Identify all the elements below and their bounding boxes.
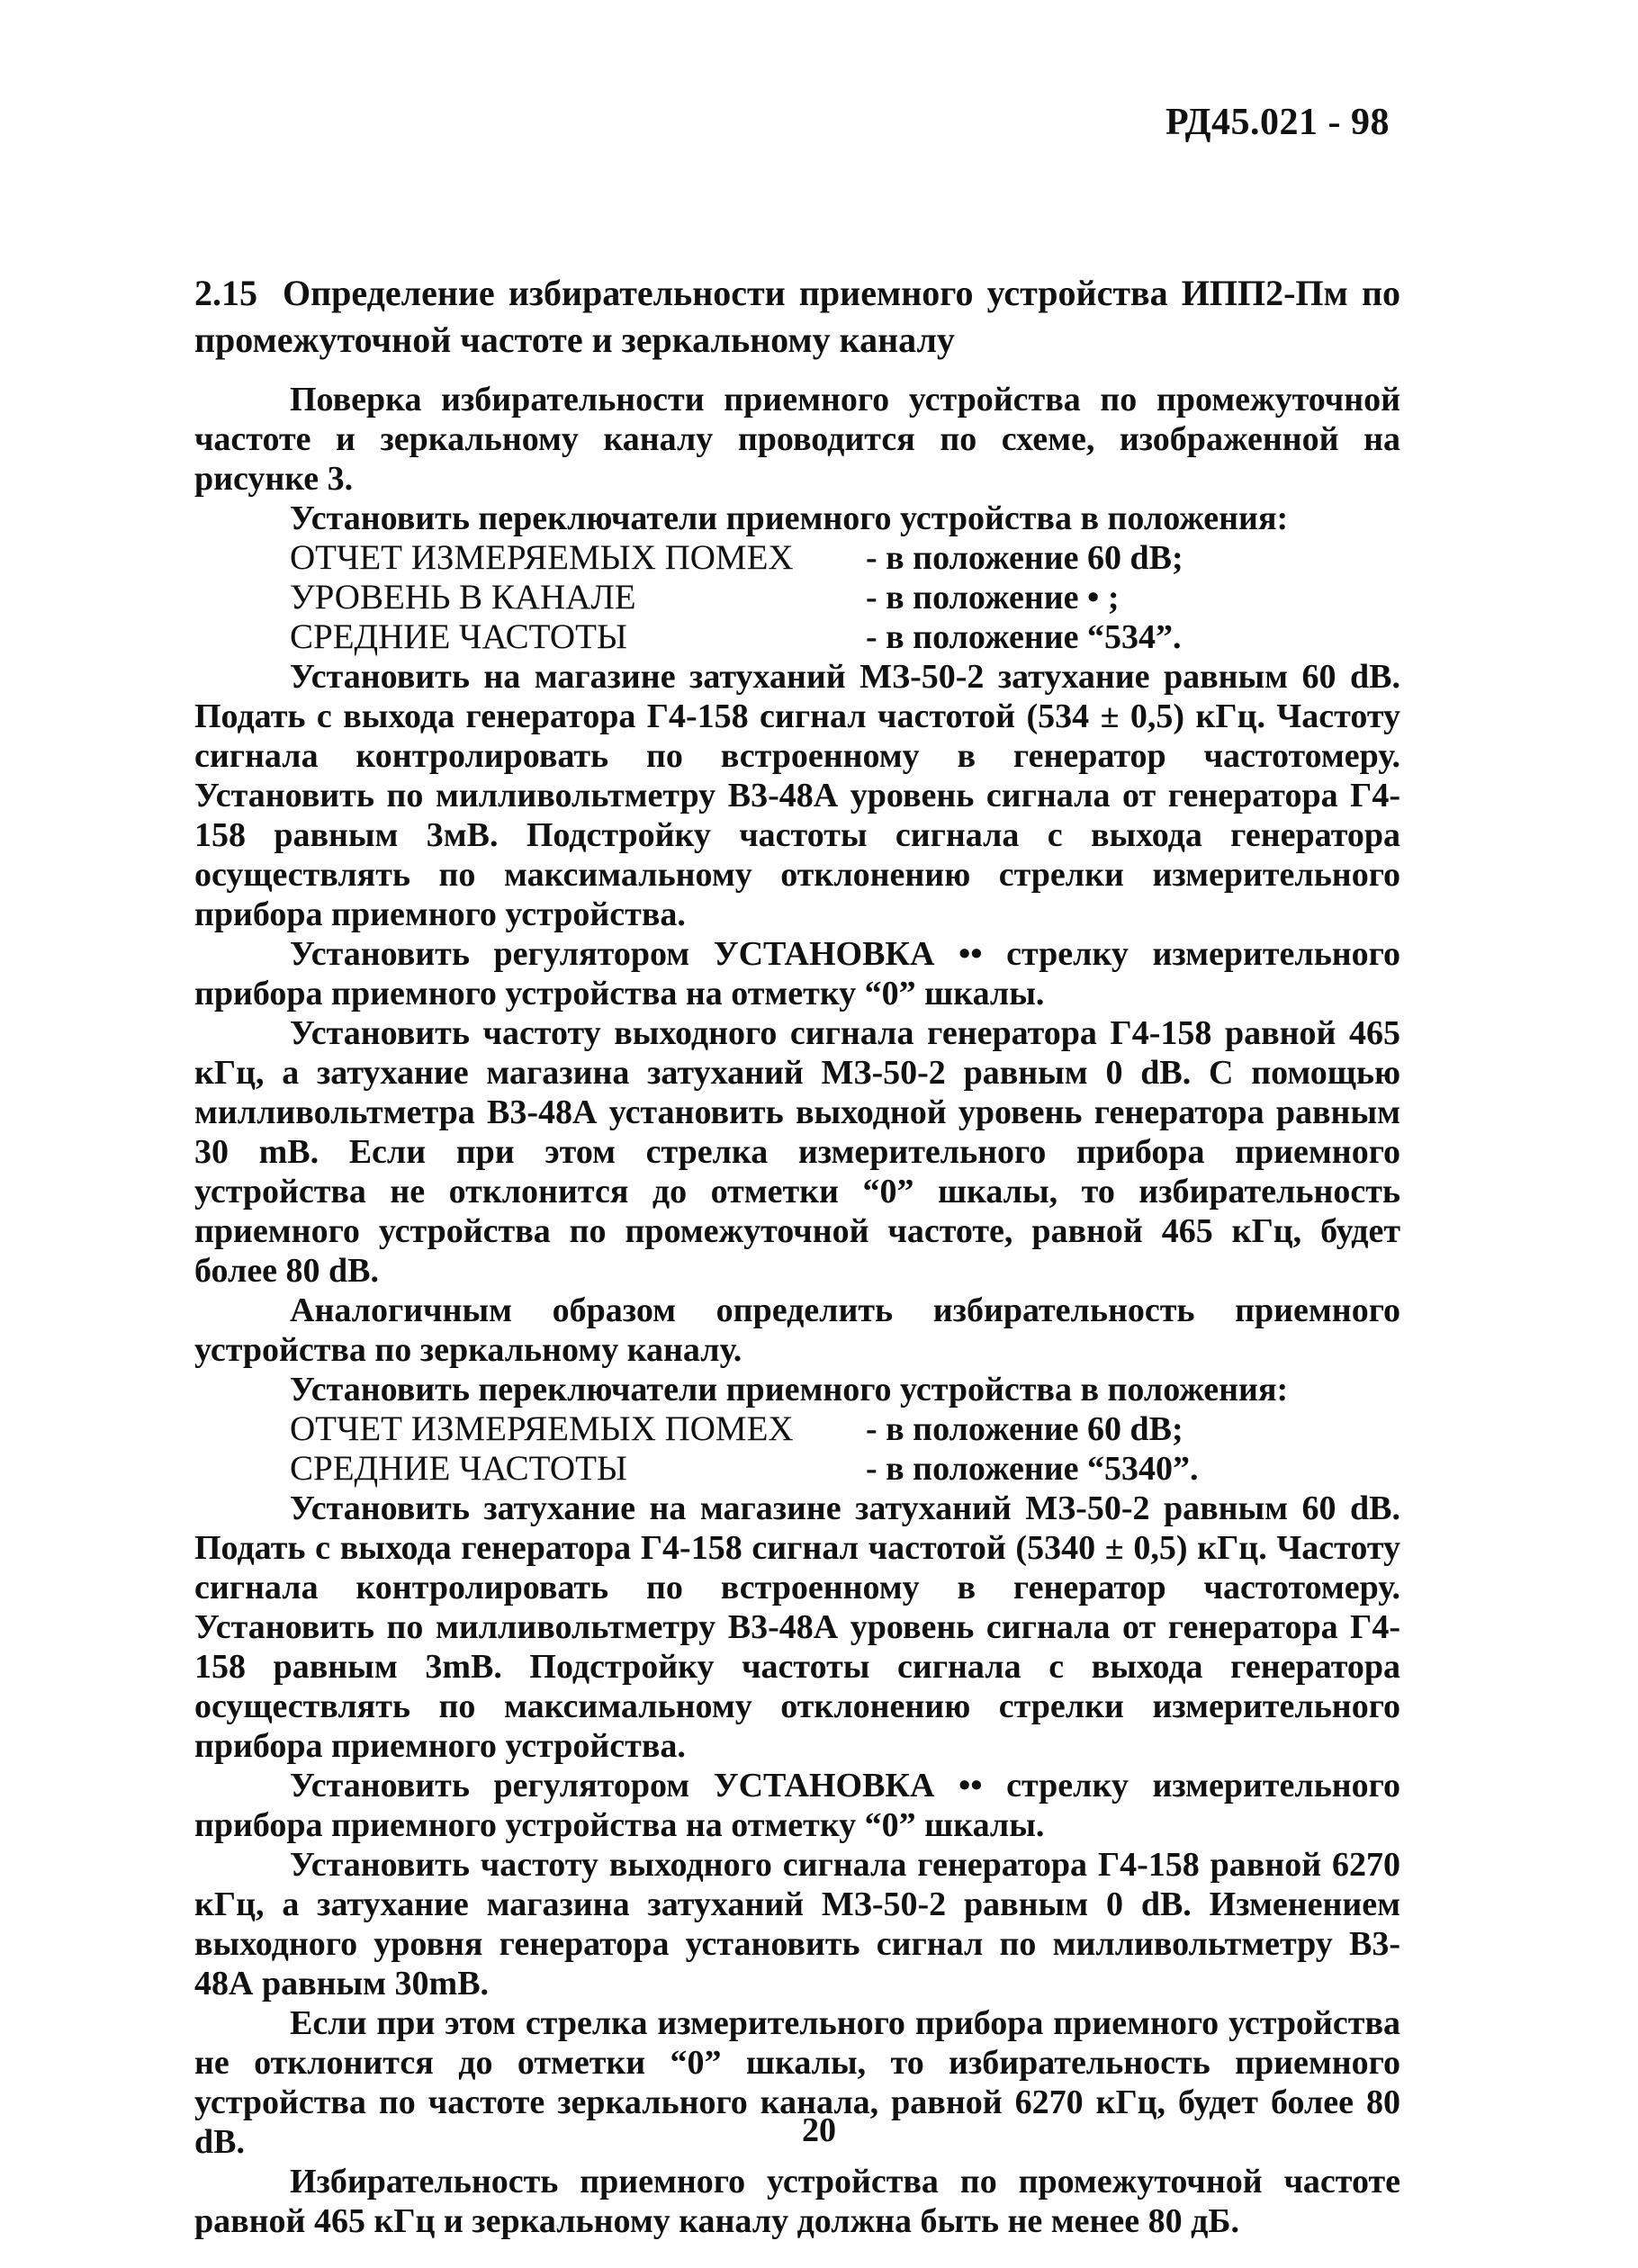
switch-position: - в положение “5340”. <box>866 1450 1199 1488</box>
paragraph: Если при этом стрелка измерительного прибора приемного устройства не отклонится до отметки “0” шкалы, то избирательность приемного устройства по частоте зеркального канала, равной 6270 кГц, будет более 80 dB. <box>194 2004 1400 2161</box>
paragraph: Избирательность приемного устройства по промежуточной частоте равной 465 кГц и зеркальному каналу должна быть не менее 80 дБ. <box>194 2163 1400 2240</box>
switch-settings-list <box>194 538 1400 657</box>
document-body <box>194 380 1400 2241</box>
paragraph: Установить переключатели приемного устройства в положения: <box>290 1371 1289 1408</box>
switch-name: УРОВЕНЬ В КАНАЛЕ <box>290 578 636 616</box>
switch-position: - в положение 60 dB; <box>866 539 1184 577</box>
switch-name: ОТЧЕТ ИЗМЕРЯЕМЫХ ПОМЕХ <box>290 538 794 577</box>
switch-name: ОТЧЕТ ИЗМЕРЯЕМЫХ ПОМЕХ <box>290 1409 794 1448</box>
switch-setting-row <box>194 1449 1400 1489</box>
paragraph: Поверка избирательности приемного устройства по промежуточной частоте и зеркальному каналу проводится по схеме, изображенной на рисунке 3. <box>194 381 1400 498</box>
paragraph: Установить регулятором УСТАНОВКА •• стрелку измерительного прибора приемного устройства на отметку “0” шкалы. <box>194 1767 1400 1844</box>
document-code: РД45.021 - 98 <box>1165 102 1390 143</box>
switch-name: СРЕДНИЕ ЧАСТОТЫ <box>290 617 627 656</box>
switch-setting-row <box>194 538 1400 578</box>
section-heading <box>194 270 1400 364</box>
switch-position: - в положение “534”. <box>866 618 1182 656</box>
switch-setting-row <box>194 578 1400 617</box>
switch-name: СРЕДНИЕ ЧАСТОТЫ <box>290 1449 627 1488</box>
paragraph: Аналогичным образом определить избирательность приемного устройства по зеркальному каналу. <box>194 1292 1400 1369</box>
paragraph: Установить переключатели приемного устройства в положения: <box>290 500 1289 537</box>
paragraph: Установить регулятором УСТАНОВКА •• стрелку измерительного прибора приемного устройства на отметку “0” шкалы. <box>194 935 1400 1012</box>
paragraph: Установить затухание на магазине затуханий МЗ-50-2 равным 60 dB. Подать с выхода генератора Г4-158 сигнал частотой (5340 ± 0,5) кГц. Частоту сигнала контролировать по встроенному в генератор частотомеру. Установить по милливольтметру В3-48А уровень сигнала от генератора Г4-158 равным 3mВ. Подстройку частоты сигнала с выхода генератора осуществлять по максимальному отклонению стрелки измерительного прибора приемного устройства. <box>194 1490 1400 1765</box>
paragraph: Установить частоту выходного сигнала генератора Г4-158 равной 465 кГц, а затухание магазина затуханий МЗ-50-2 равным 0 dB. С помощью милливольтметра В3-48А установить выходной уровень генератора равным 30 mВ. Если при этом стрелка измерительного прибора приемного устройства не отклонится до отметки “0” шкалы, то избирательность приемного устройства по промежуточной частоте, равной 465 кГц, будет более 80 dB. <box>194 1014 1400 1290</box>
section-title: Определение избирательности приемного устройства ИПП2-Пм по промежуточной частоте и зеркальному каналу <box>194 273 1400 360</box>
switch-position: - в положение 60 dB; <box>866 1410 1184 1448</box>
switch-settings-list <box>194 1409 1400 1489</box>
paragraph: Установить на магазине затуханий МЗ-50-2 затухание равным 60 dB. Подать с выхода генератора Г4-158 сигнал частотой (534 ± 0,5) кГц. Частоту сигнала контролировать по встроенному в генератор частотомеру. Установить по милливольтметру В3-48А уровень сигнала от генератора Г4-158 равным 3мВ. Подстройку частоты сигнала с выхода генератора осуществлять по максимальному отклонению стрелки измерительного прибора приемного устройства. <box>194 658 1400 933</box>
page-number: 20 <box>802 2111 836 2149</box>
switch-setting-row <box>194 617 1400 657</box>
paragraph: Установить частоту выходного сигнала генератора Г4-158 равной 6270 кГц, а затухание магазина затуханий МЗ-50-2 равным 0 dB. Изменением выходного уровня генератора установить сигнал по милливольтметру В3-48А равным 30mВ. <box>194 1846 1400 2002</box>
section-number: 2.15 <box>194 273 257 313</box>
switch-setting-row <box>194 1409 1400 1449</box>
switch-position: - в положение • ; <box>866 579 1120 616</box>
